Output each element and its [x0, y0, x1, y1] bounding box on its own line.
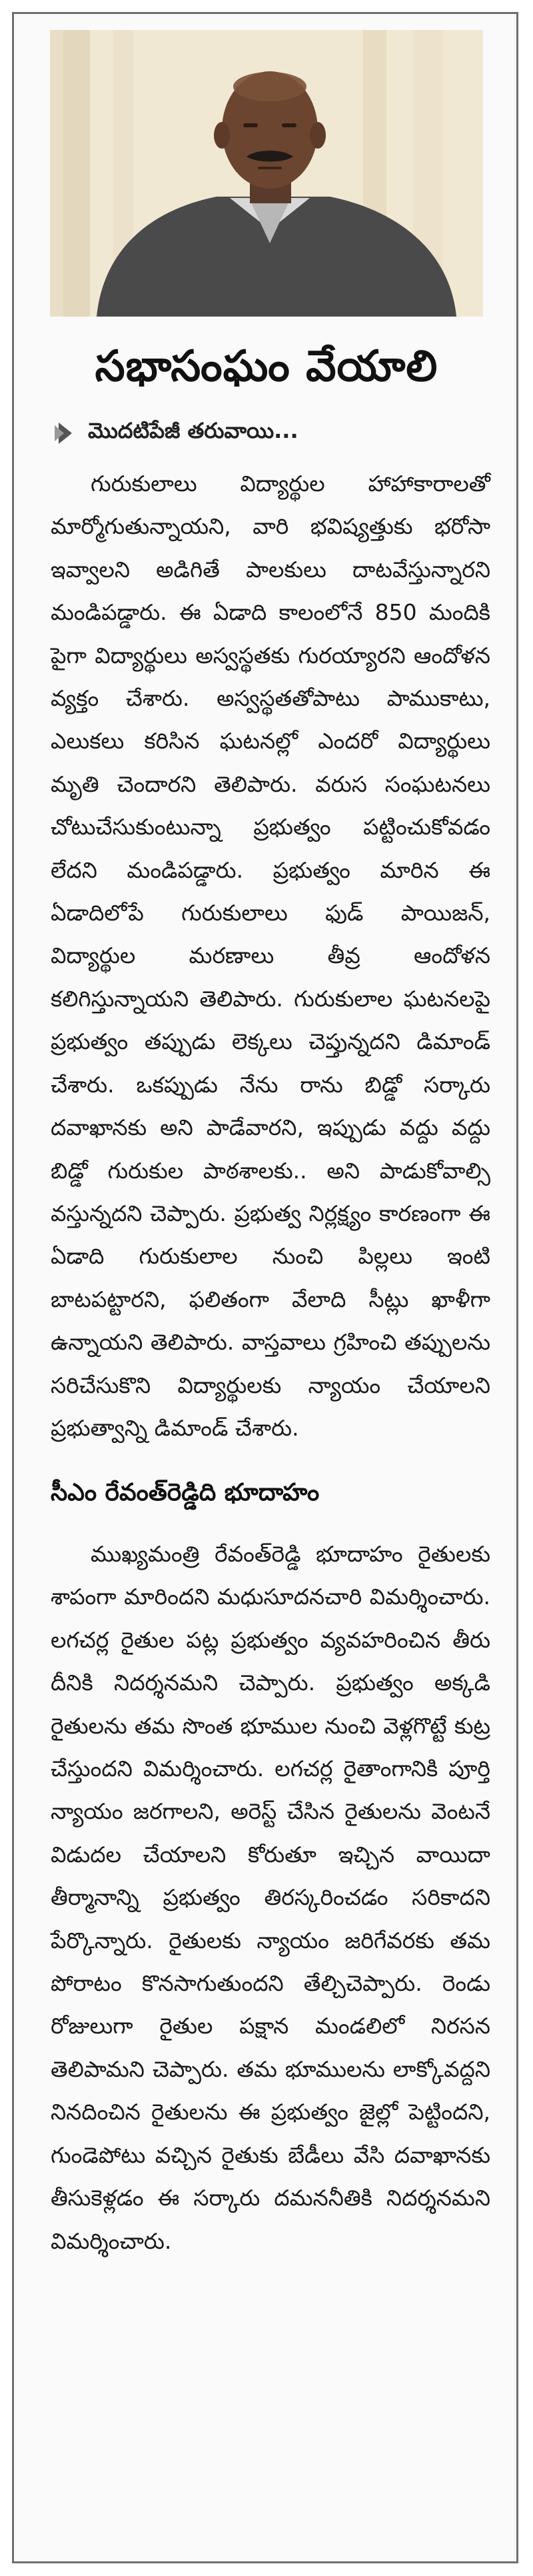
article-paragraph-1: గురుకులాలు విద్యార్థుల హాహాకారాలతో మార్మోగుతున్నాయని, వారి భవిష్యత్తుకు భరోసా ఇవ్వాలని అడిగితే పాలకులు దాటవేస్తున్నారని మండిపడ్డారు. ఈ ఏడాది కాలంలోనే 850 మందికి పైగా విద్యార్థులు అస్వస్థతకు గురయ్యారని ఆందోళన వ్యక్తం చేశారు. అస్వస్థతతోపాటు పాముకాటు, ఎలుకలు కరిసిన ఘటనల్లో ఎందరో విద్యార్థులు మృతి చెందారని తెలిపారు. వరుస సంఘటనలు చోటుచేసుకుంటున్నా ప్రభుత్వం పట్టించుకోవడం లేదని మండిపడ్డారు. ప్రభుత్వం మారిన ఈ ఏడాదిలోపే గురుకులాలు ఫుడ్ పాయిజన్, విద్యార్థుల మరణాలు తీవ్ర ఆందోళన కలిగిస్తున్నాయని తెలిపారు. గురుకులాల ఘటనలపై ప్రభుత్వం తప్పుడు లెక్కలు చెప్తున్నదని డిమాండ్ చేశారు. ఒకప్పుడు నేను రాను బిడ్డో సర్కారు దవాఖానకు అని పాడేవారని, ఇప్పుడు వద్దు వద్దు బిడ్డో గురుకుల పాఠశాలకు.. అని పాడుకోవాల్సి వస్తున్నదని చెప్పారు. ప్రభుత్వ నిర్లక్ష్యం కారణంగా ఈ ఏడాది గురుకులాల నుంచి పిల్లలు ఇంటి బాటపట్టారని, ఫలితంగా వేలాది సీట్లు ఖాళీగా ఉన్నాయని తెలిపారు. వాస్తవాలు గ్రహించి తప్పులను సరిచేసుకొని విద్యార్థులకు న్యాయం చేయాలని ప్రభుత్వాన్ని డిమాండ్ చేశారు.	[51, 471, 490, 1441]
continued-label: మొదటిపేజీ తరువాయి...	[88, 418, 298, 443]
chevron-right-icon	[51, 419, 80, 448]
article-paragraph-2: ముఖ్యమంత్రి రేవంత్‌రెడ్డి భూదాహం రైతులకు శాపంగా మారిందని మధుసూదనచారి విమర్శించారు. లగచర్ల రైతుల పట్ల ప్రభుత్వం వ్యవహరించిన తీరు దీనికి నిదర్శనమని చెప్పారు. ప్రభుత్వం అక్కడి రైతులను తమ సొంత భూముల నుంచి వెళ్లగొట్టే కుట్ర చేస్తుందని విమర్శించారు. లగచర్ల రైతాంగానికి పూర్తి న్యాయం జరగాలని, అరెస్ట్ చేసిన రైతులను వెంటనే విడుదల చేయాలని కోరుతూ ఇచ్చిన వాయిదా తీర్మానాన్ని ప్రభుత్వం తిరస్కరించడం సరికాదని పేర్కొన్నారు. రైతులకు న్యాయం జరిగేవరకు తమ పోరాటం కొనసాగుతుందని తేల్చిచెప్పారు. రెండు రోజులుగా రైతుల పక్షాన మండలిలో నిరసన తెలిపామని చెప్పారు. తమ భూములను లాక్కోవద్దని నినదించిన రైతులను ఈ ప్రభుత్వం జైల్లో పెట్టిందని, గుండెపోటు వచ్చిన రైతుకు బేడీలు వేసి దవాఖానకు తీసుకెళ్లడం ఈ సర్కారు దమననీతికి నిదర్శనమని విమర్శించారు.	[51, 1541, 490, 2254]
article-photo	[50, 30, 483, 317]
continued-from-front-page	[51, 415, 484, 452]
headline: సభాసంఘం వేయాలి	[95, 342, 438, 391]
article-subheading: సీఎం రేవంత్‌రెడ్డిది భూదాహం	[51, 1479, 320, 1506]
